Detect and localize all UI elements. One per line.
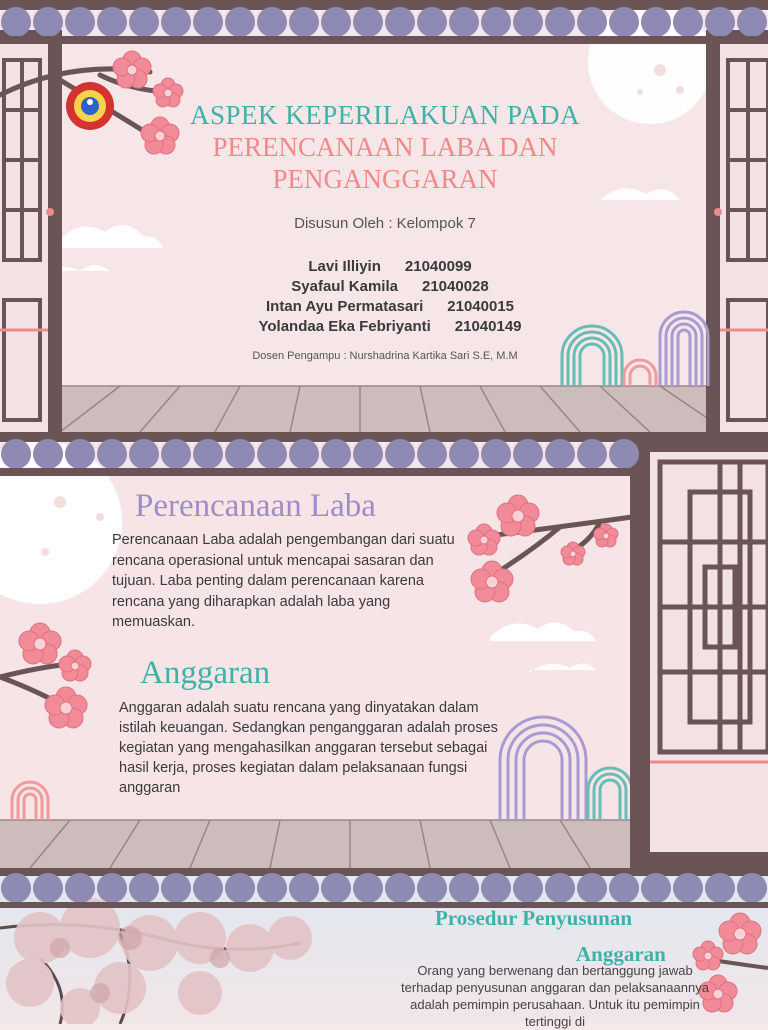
member-list (230, 257, 550, 337)
member-id: 21040015 (447, 298, 515, 315)
member-row (230, 297, 550, 317)
slide-title (0, 0, 768, 432)
definitions-slide-background (0, 432, 768, 868)
member-row (230, 317, 550, 337)
member-name: Yolandaa Eka Febriyanti (258, 318, 431, 335)
slide-definitions (0, 432, 768, 868)
member-name: Syafaul Kamila (291, 278, 398, 295)
member-id: 21040099 (404, 258, 472, 275)
paragraph-anggaran: Anggaran adalah suatu rencana yang dinyatakan dalam istilah keuangan. Sedangkan penganggaran adalah proses kegiatan yang mengahasilkan anggaran tersebut sebagai hasil kerja, proses kegiatan dalam pelaksanaan fungsi anggaran (119, 700, 498, 796)
member-name: Lavi Illiyin (308, 258, 381, 275)
heading-prosedur-line-1: Prosedur Penyusunan (435, 906, 633, 930)
paragraph-perencanaan-laba: Perencanaan Laba adalah pengembangan dari suatu rencana operasional untuk mencapai sasaran dan tujuan. Laba penting dalam perencanaan karena rencana yang diharapkan adalah laba yang memuaskan. (112, 532, 455, 630)
heading-prosedur-line-2: Anggaran (576, 942, 666, 966)
subtitle: Disusun Oleh : Kelompok 7 (294, 215, 476, 232)
member-id: 21040149 (454, 318, 522, 335)
heading-anggaran: Anggaran (140, 655, 271, 691)
title-line-3: PENGANGGARAN (272, 164, 498, 194)
title-line-2: PERENCANAAN LABA DAN (212, 132, 558, 162)
title-line-1: ASPEK KEPERILAKUAN PADA (189, 100, 581, 130)
paragraph-prosedur: Orang yang berwenang dan bertanggung jawab terhadap penyusunan anggaran dan pelaksanaannya adalah pemimpin perusahaan. Untuk itu pemimpin tertinggi di (401, 963, 709, 1029)
member-name: Intan Ayu Permatasari (265, 298, 424, 315)
member-row (230, 257, 550, 277)
roof-eaves (0, 432, 768, 480)
member-id: 21040028 (421, 278, 489, 295)
heading-perencanaan-laba: Perencanaan Laba (135, 488, 376, 524)
member-row (230, 277, 550, 297)
lecturer-text: Dosen Pengampu : Nurshadrina Kartika Sari S.E, M.M (252, 350, 518, 362)
roof-eaves (0, 868, 768, 912)
roof-eaves (0, 0, 768, 48)
